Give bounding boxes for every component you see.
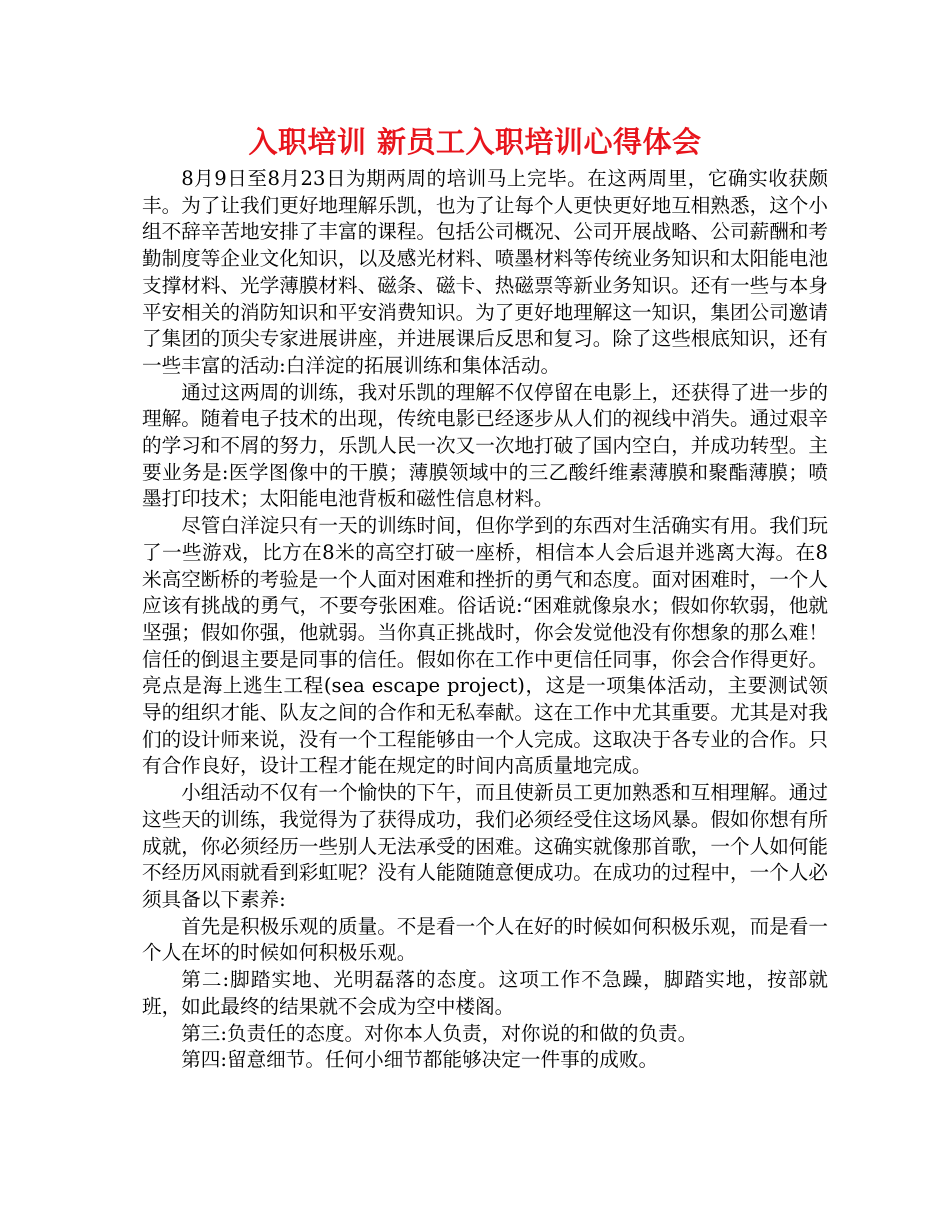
paragraph-quality-third: 第三:负责任的态度。对你本人负责，对你说的和做的负责。 (181, 1021, 698, 1045)
document-title: 入职培训 新员工入职培训心得体会 (248, 125, 702, 159)
paragraph-baiyangdian-training: 尽管白洋淀只有一天的训练时间，但你学到的东西对生活确实有用。我们玩了一些游戏，比方在8米的高空打破一座桥，相信本人会后退并逃离大海。在8米高空断桥的考验是一个人面对困难和挫折的勇气和态度。面对困难时，一个人应该有挑战的勇气，不要夸张困难。俗话说:“困难就像泉水；假如你软弱，他就坚强；假如你强，他就弱。当你真正挑战时，你会发觉他没有你想象的那么难！信任的倒退主要是同事的信任。假如你在工作中更信任同事，你会合作得更好。亮点是海上逃生工程(sea escape project)，这是一项集体活动，主要测试领导的组织才能、队友之间的合作和无私奉献。这在工作中尤其重要。尤其是对我们的设计师来说，没有一个工程能够由一个人完成。这取决于各专业的合作。只有合作良好，设计工程才能在规定的时间内高质量地完成。 (142, 514, 828, 778)
paragraph-quality-first: 首先是积极乐观的质量。不是看一个人在好的时候如何积极乐观，而是看一个人在坏的时候如何积极乐观。 (142, 914, 828, 965)
paragraph-training-overview: 8月9日至8月23日为期两周的培训马上完毕。在这两周里，它确实收获颇丰。为了让我们更好地理解乐凯，也为了让每个人更快更好地互相熟悉，这个小组不辞辛苦地安排了丰富的课程。包括公司概况、公司开展战略、公司薪酬和考勤制度等企业文化知识，以及感光材料、喷墨材料等传统业务知识和太阳能电池支撑材料、光学薄膜材料、磁条、磁卡、热磁票等新业务知识。还有一些与本身平安相关的消防知识和平安消费知识。为了更好地理解这一知识，集团公司邀请了集团的顶尖专家进展讲座，并进展课后反思和复习。除了这些根底知识，还有一些丰富的活动:白洋淀的拓展训练和集体活动。 (142, 167, 828, 377)
paragraph-quality-fourth: 第四:留意细节。任何小细节都能够决定一件事的成败。 (181, 1048, 659, 1072)
paragraph-company-understanding: 通过这两周的训练，我对乐凯的理解不仅停留在电影上，还获得了进一步的理解。随着电子技术的出现，传统电影已经逐步从人们的视线中消失。通过艰辛的学习和不屑的努力，乐凯人民一次又一次地打破了国内空白，并成功转型。主要业务是:医学图像中的干膜；薄膜领域中的三乙酸纤维素薄膜和聚酯薄膜；喷墨打印技术；太阳能电池背板和磁性信息材料。 (142, 380, 828, 511)
paragraph-group-activities: 小组活动不仅有一个愉快的下午，而且使新员工更加熟悉和互相理解。通过这些天的训练，我觉得为了获得成功，我们必须经受住这场风暴。假如你想有所成就，你必须经历一些别人无法承受的困难。这确实就像那首歌，一个人如何能不经历风雨就看到彩虹呢？没有人能随随意便成功。在成功的过程中，一个人必须具备以下素养: (142, 781, 828, 911)
document-body (142, 166, 828, 1074)
paragraph-quality-second: 第二:脚踏实地、光明磊落的态度。这项工作不急躁，脚踏实地，按部就班，如此最终的结果就不会成为空中楼阁。 (142, 968, 828, 1018)
